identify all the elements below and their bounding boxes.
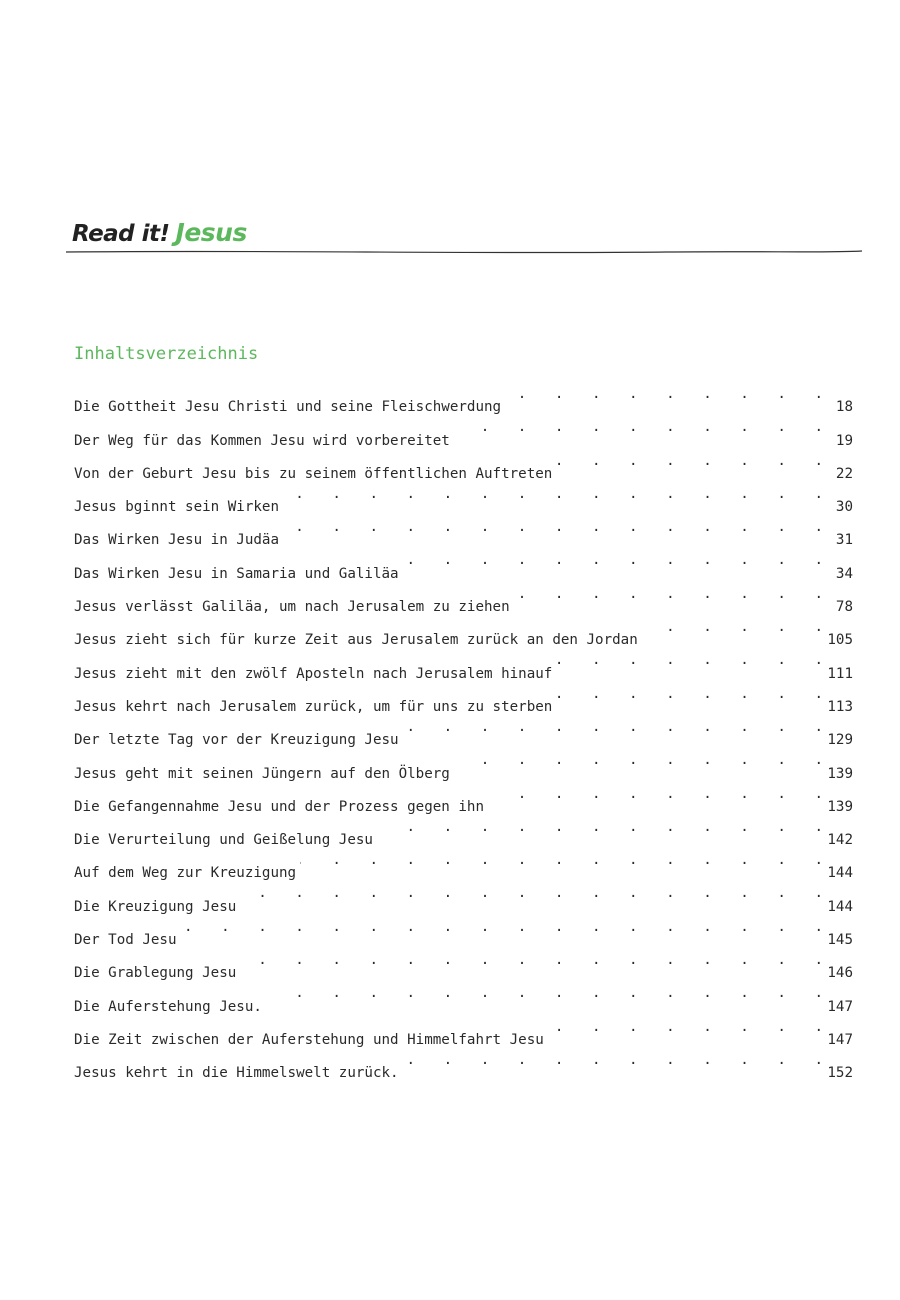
toc-entry[interactable]	[74, 944, 853, 982]
toc-entry-page-number: 147	[827, 1031, 853, 1048]
toc-entry-title: Das Wirken Jesu in Judäa	[74, 532, 279, 549]
toc-list	[74, 378, 853, 1082]
toc-entry-title: Die Gefangennahme Jesu und der Prozess gegen ihn	[74, 798, 484, 815]
toc-entry-page-number: 113	[827, 698, 853, 715]
toc-dot-leader	[488, 778, 823, 811]
toc-entry-title: Jesus kehrt in die Himmelswelt zurück.	[74, 1065, 399, 1082]
toc-dot-leader	[300, 844, 823, 877]
toc-entry-page-number: 139	[827, 765, 853, 782]
toc-entry-page-number: 146	[827, 965, 853, 982]
toc-entry-title: Die Auferstehung Jesu.	[74, 998, 262, 1015]
toc-entry-title: Jesus zieht mit den zwölf Aposteln nach Jerusalem hinauf	[74, 665, 553, 682]
toc-dot-leader	[240, 944, 823, 977]
toc-dot-leader	[454, 744, 823, 777]
toc-dot-leader	[283, 511, 823, 544]
toc-entry-page-number: 142	[827, 832, 853, 849]
toc-dot-leader	[556, 678, 823, 711]
toc-dot-leader	[403, 1044, 823, 1077]
toc-entry-title: Auf dem Weg zur Kreuzigung	[74, 865, 297, 882]
toc-entry-page-number: 34	[835, 565, 853, 582]
toc-entry-page-number: 78	[835, 599, 853, 616]
header-divider	[66, 248, 862, 256]
toc-entry-page-number: 19	[835, 432, 853, 449]
toc-heading: Inhaltsverzeichnis	[74, 344, 259, 364]
toc-entry-title: Die Grablegung Jesu	[74, 965, 237, 982]
toc-entry-title: Die Verurteilung und Geißelung Jesu	[74, 832, 373, 849]
toc-dot-leader	[454, 411, 823, 444]
logo-read-it: Read it!	[72, 221, 170, 247]
toc-entry-title: Jesus kehrt nach Jerusalem zurück, um für uns zu sterben	[74, 698, 553, 715]
toc-entry-page-number: 152	[827, 1065, 853, 1082]
toc-entry-page-number: 105	[827, 632, 853, 649]
toc-entry-page-number: 30	[835, 499, 853, 516]
toc-dot-leader	[403, 544, 823, 577]
toc-entry-title: Der letzte Tag vor der Kreuzigung Jesu	[74, 732, 399, 749]
toc-entry-page-number: 129	[827, 732, 853, 749]
toc-dot-leader	[556, 644, 823, 677]
toc-dot-leader	[556, 445, 823, 478]
toc-dot-leader	[283, 478, 823, 511]
toc-entry-page-number: 22	[835, 465, 853, 482]
toc-entry-title: Jesus bginnt sein Wirken	[74, 499, 279, 516]
toc-entry-page-number: 144	[827, 898, 853, 915]
toc-entry-title: Jesus zieht sich für kurze Zeit aus Jerusalem zurück an den Jordan	[74, 632, 638, 649]
toc-entry-page-number: 144	[827, 865, 853, 882]
toc-entry-title: Die Kreuzigung Jesu	[74, 898, 237, 915]
toc-entry-title: Das Wirken Jesu in Samaria und Galiläa	[74, 565, 399, 582]
toc-dot-leader	[505, 378, 823, 411]
toc-entry-page-number: 139	[827, 798, 853, 815]
toc-entry-title: Jesus verlässt Galiläa, um nach Jerusalem zu ziehen	[74, 599, 510, 616]
toc-entry-title: Der Tod Jesu	[74, 932, 177, 949]
toc-dot-leader	[240, 877, 823, 910]
toc-entry-title: Die Gottheit Jesu Christi und seine Fleischwerdung	[74, 399, 502, 416]
toc-dot-leader	[377, 811, 823, 844]
toc-entry-title: Von der Geburt Jesu bis zu seinem öffentlichen Auftreten	[74, 465, 553, 482]
toc-dot-leader	[514, 578, 823, 611]
toc-dot-leader	[403, 711, 823, 744]
table-of-contents	[74, 342, 853, 1082]
toc-entry-title: Die Zeit zwischen der Auferstehung und Himmelfahrt Jesu	[74, 1031, 544, 1048]
toc-entry-page-number: 31	[835, 532, 853, 549]
toc-entry-title: Der Weg für das Kommen Jesu wird vorbereitet	[74, 432, 450, 449]
toc-entry[interactable]	[74, 911, 853, 949]
toc-entry-page-number: 145	[827, 932, 853, 949]
toc-entry[interactable]	[74, 378, 853, 416]
logo-jesus: Jesus	[175, 218, 247, 247]
toc-dot-leader	[181, 911, 824, 944]
toc-entry-title: Jesus geht mit seinen Jüngern auf den Ölberg	[74, 765, 450, 782]
toc-dot-leader	[266, 977, 823, 1010]
toc-dot-leader	[548, 1011, 823, 1044]
toc-entry-page-number: 147	[827, 998, 853, 1015]
toc-entry-page-number: 111	[827, 665, 853, 682]
toc-dot-leader	[642, 611, 823, 644]
toc-entry-page-number: 18	[835, 399, 853, 416]
